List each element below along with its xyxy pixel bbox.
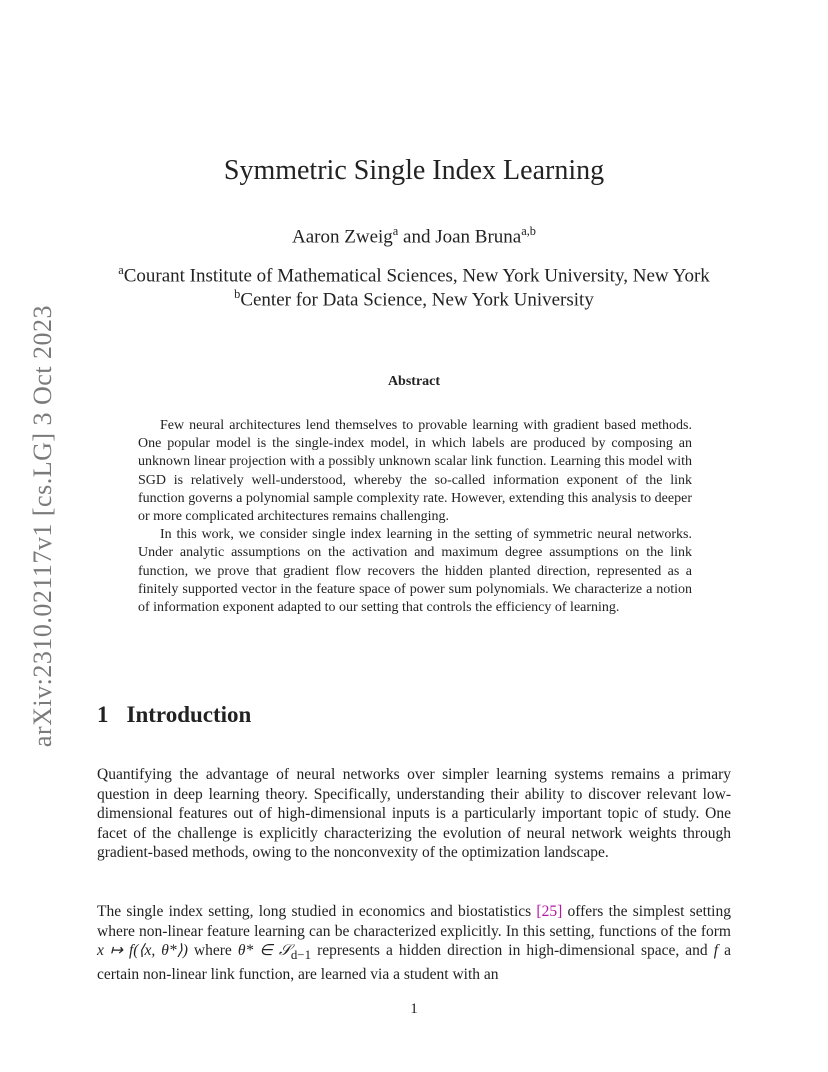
math-expression: θ* ∈ 𝒮 xyxy=(237,942,291,960)
section-title: Introduction xyxy=(126,702,252,727)
affiliation-line xyxy=(0,263,828,287)
body-text: where xyxy=(187,942,238,960)
body-text: a certain non-linear link function, are learned via a student with an xyxy=(97,942,731,983)
abstract-paragraph: In this work, we consider single index learning in the setting of symmetric neural networks. Under analytic assumptions on the activation and maximum degree assumptions on the link function, we prove that gradient flow recovers the hidden planted direction, represented as a finitely supported vector in the feature space of power sum polynomials. We characterize a notion of information exponent adapted to our setting that controls the efficiency of learning. xyxy=(138,527,692,616)
math-subscript: d−1 xyxy=(290,947,312,963)
math-expression: x ↦ f(⟨x, θ*⟩) xyxy=(97,942,188,960)
paper-title: Symmetric Single Index Learning xyxy=(223,155,605,186)
section-heading xyxy=(97,702,251,728)
affiliation-mark: a xyxy=(118,263,124,277)
author-list xyxy=(0,224,828,248)
body-text: offers the simplest setting where non-linear feature learning can be characterized explicitly. In this setting, functions of the form xyxy=(97,903,731,940)
body-text: represents a hidden direction in high-dimensional space, and xyxy=(311,942,714,960)
abstract-paragraph: Few neural architectures lend themselves to provable learning with gradient based methods. One popular model is the single-index model, in which labels are produced by composing an unknown linear projection with a possibly unknown scalar link function. Learning this model with SGD is relatively well-understood, whereby the so-called information exponent of the link function governs a polynomial sample complexity rate. However, extending this analysis to deeper or more complicated architectures remains challenging. xyxy=(138,418,692,525)
math-expression: f xyxy=(713,942,719,960)
page-number: 1 xyxy=(410,1001,418,1017)
citation-link[interactable]: [25] xyxy=(536,903,563,920)
affiliation-mark: b xyxy=(234,287,241,301)
author-name: Joan Bruna xyxy=(435,226,522,248)
author-affiliation-mark: a,b xyxy=(521,224,536,238)
abstract-heading: Abstract xyxy=(387,374,441,389)
body-paragraph xyxy=(97,902,731,984)
section-number: 1 xyxy=(97,702,109,727)
body-text: The single index setting, long studied in economics and biostatistics xyxy=(97,903,537,920)
body-paragraph: Quantifying the advantage of neural networks over simpler learning systems remains a primary question in deep learning theory. Specifically, understanding their ability to discover relevant low-dimensional features out of high-dimensional inputs is a particularly important topic of study. One facet of the challenge is explicitly characterizing the evolution of neural network weights through gradient-based methods, owing to the nonconvexity of the optimization landscape. xyxy=(97,766,731,862)
author-affiliation-mark: a xyxy=(392,224,399,238)
abstract-body xyxy=(138,417,692,617)
affiliation-line xyxy=(0,287,828,311)
affiliation-text: Center for Data Science, New York University xyxy=(240,289,594,311)
arxiv-identifier xyxy=(8,296,78,756)
author-name: Aaron Zweig xyxy=(292,226,393,248)
affiliation-text: Courant Institute of Mathematical Sciences, New York University, New York xyxy=(123,265,710,287)
arxiv-identifier-text: arXiv:2310.02117v1 [cs.LG] 3 Oct 2023 xyxy=(28,304,58,748)
author-connector: and xyxy=(398,226,436,248)
